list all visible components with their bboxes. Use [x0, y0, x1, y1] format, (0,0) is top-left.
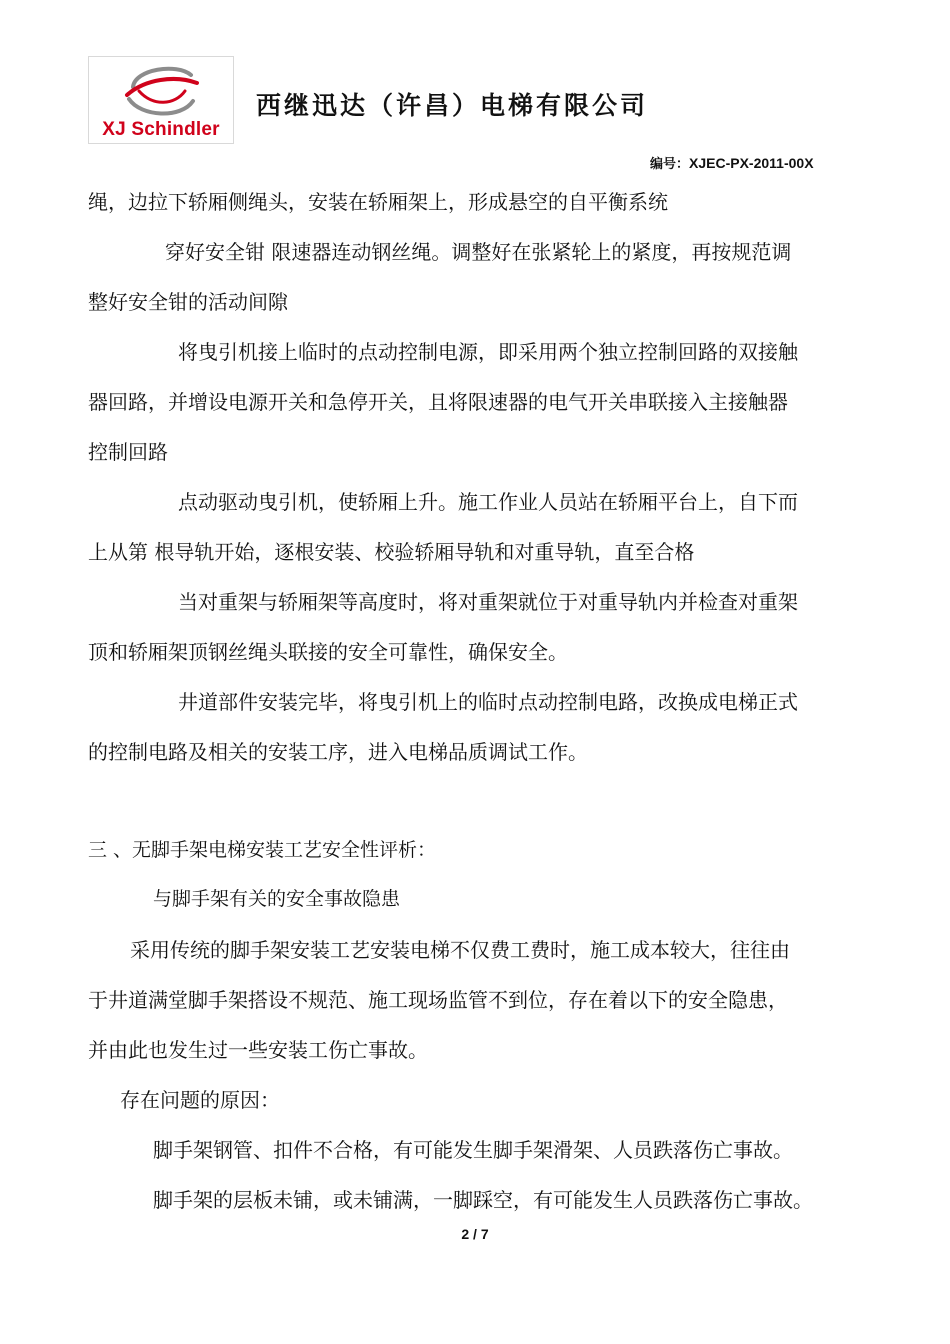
- document-number-label: 编号：: [650, 157, 690, 172]
- body-line: 控制回路: [88, 440, 168, 464]
- body-line: 点动驱动曳引机，使轿厢上升。施工作业人员站在轿厢平台上，自下而: [178, 490, 798, 514]
- page-number: 2 / 7: [461, 1226, 489, 1242]
- body-line: 脚手架钢管、扣件不合格，有可能发生脚手架滑架、人员跌落伤亡事故。: [153, 1138, 793, 1162]
- body-line: 脚手架的层板未铺，或未铺满，一脚踩空，有可能发生人员跌落伤亡事故。: [153, 1188, 813, 1212]
- subsection-heading: 与脚手架有关的安全事故隐患: [153, 888, 401, 910]
- body-line: 采用传统的脚手架安装工艺安装电梯不仅费工费时，施工成本较大，往往由: [130, 938, 790, 962]
- section-heading: 三 、无脚手架电梯安装工艺安全性评析：: [88, 839, 437, 861]
- logo-text: XJ Schindler: [102, 119, 220, 140]
- body-line: 绳，边拉下轿厢侧绳头，安装在轿厢架上，形成悬空的自平衡系统: [88, 190, 668, 214]
- body-line: 器回路，并增设电源开关和急停开关，且将限速器的电气开关串联接入主接触器: [88, 390, 788, 414]
- body-line: 存在问题的原因：: [120, 1088, 280, 1112]
- document-number-value: XJEC-PX-2011-00X: [689, 155, 814, 171]
- body-line: 将曳引机接上临时的点动控制电源，即采用两个独立控制回路的双接触: [178, 340, 798, 364]
- body-line: 整好安全钳的活动间隙: [88, 290, 288, 314]
- body-line: 的控制电路及相关的安装工序，进入电梯品质调试工作。: [88, 740, 588, 764]
- document-number: [650, 153, 814, 172]
- body-line: 并由此也发生过一些安装工伤亡事故。: [88, 1038, 428, 1062]
- schindler-swirl-icon: [119, 61, 203, 121]
- body-line: 顶和轿厢架顶钢丝绳头联接的安全可靠性，确保安全。: [88, 640, 568, 664]
- logo: [88, 56, 234, 144]
- body-line: 井道部件安装完毕，将曳引机上的临时点动控制电路，改换成电梯正式: [178, 690, 798, 714]
- body-line: 当对重架与轿厢架等高度时，将对重架就位于对重导轨内并检查对重架: [178, 590, 798, 614]
- body-line: 穿好安全钳 限速器连动钢丝绳。调整好在张紧轮上的紧度，再按规范调: [165, 240, 792, 264]
- body-line: 上从第 根导轨开始，逐根安装、校验轿厢导轨和对重导轨，直至合格: [88, 540, 695, 564]
- body-line: 于井道满堂脚手架搭设不规范、施工现场监管不到位，存在着以下的安全隐患，: [88, 988, 788, 1012]
- company-name: 西继迅达（许昌）电梯有限公司: [256, 91, 649, 120]
